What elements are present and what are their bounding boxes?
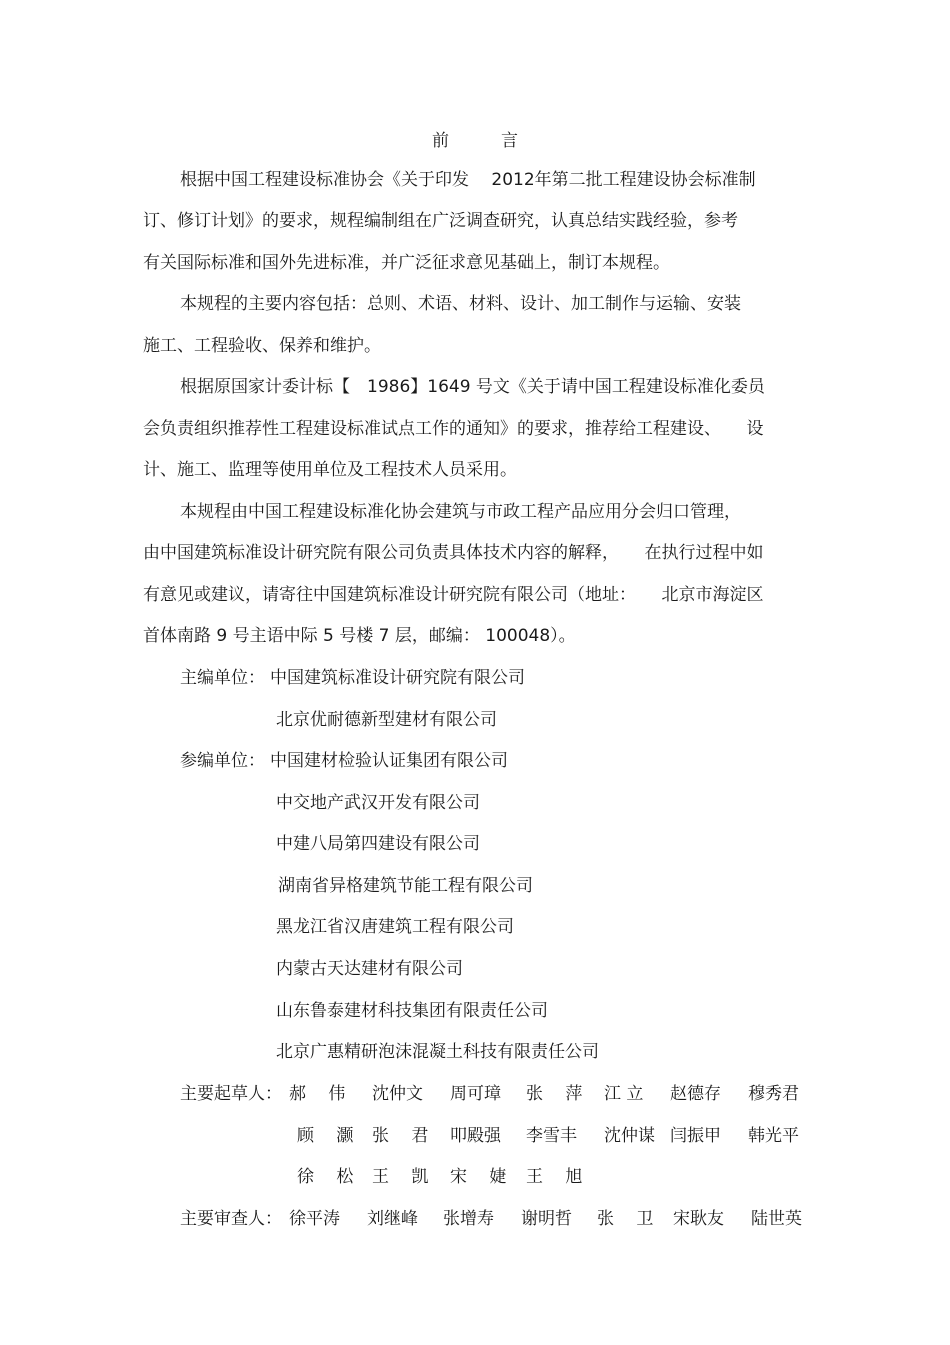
reviewer-name: 张增寿: [443, 1209, 494, 1229]
drafter-name: 江 立: [604, 1084, 644, 1104]
reviewer-name: 宋耿友: [673, 1209, 724, 1229]
drafter-name: 张 君: [372, 1126, 429, 1146]
drafter-name: 郝 伟: [289, 1084, 346, 1104]
paragraph-2-line-2: 施工、工程验收、保养和维护。: [143, 336, 381, 356]
participating-unit-3: 中建八局第四建设有限公司: [276, 834, 480, 854]
reviewer-name: 陆世英: [751, 1209, 802, 1229]
title-char-1: 前: [432, 131, 449, 151]
paragraph-4-line-2: 由中国建筑标准设计研究院有限公司负责具体技术内容的解释， 在执行过程中如: [143, 543, 764, 563]
chief-unit-2: 北京优耐德新型建材有限公司: [276, 710, 497, 730]
drafter-name: 宋 婕: [450, 1167, 507, 1187]
paragraph-2-line-1: 本规程的主要内容包括：总则、术语、材料、设计、加工制作与运输、安装: [180, 294, 741, 314]
drafter-name: 李雪丰: [526, 1126, 577, 1146]
paragraph-1-line-1: 根据中国工程建设标准协会《关于印发 2012年第二批工程建设协会标准制: [180, 170, 756, 190]
drafter-name: 王 凯: [372, 1167, 429, 1187]
paragraph-3-line-1: 根据原国家计委计标【 1986】1649 号文《关于请中国工程建设标准化委员: [180, 377, 765, 397]
participating-unit-2: 中交地产武汉开发有限公司: [276, 793, 480, 813]
participating-units-label: 参编单位：: [180, 751, 265, 771]
title-char-2: 言: [501, 131, 518, 151]
drafter-name: 徐 松: [297, 1167, 354, 1187]
drafter-name: 周可璋: [450, 1084, 501, 1104]
drafter-name: 穆秀君: [748, 1084, 799, 1104]
drafters-label: 主要起草人：: [180, 1084, 282, 1104]
reviewer-name: 徐平涛: [289, 1209, 340, 1229]
reviewer-name: 刘继峰: [367, 1209, 418, 1229]
chief-units-label: 主编单位：: [180, 668, 265, 688]
reviewer-name: 张 卫: [597, 1209, 654, 1229]
drafter-name: 叩殿强: [450, 1126, 501, 1146]
participating-unit-8: 北京广惠精研泡沫混凝土科技有限责任公司: [276, 1042, 599, 1062]
drafter-name: 沈仲文: [372, 1084, 423, 1104]
page-title: [0, 126, 950, 151]
reviewers-label: 主要审查人：: [180, 1209, 282, 1229]
drafter-name: 沈仲谋: [604, 1126, 655, 1146]
drafter-name: 韩光平: [748, 1126, 799, 1146]
participating-unit-6: 内蒙古天达建材有限公司: [276, 959, 463, 979]
paragraph-1-line-2: 订、修订计划》的要求，规程编制组在广泛调查研究，认真总结实践经验，参考: [143, 211, 738, 231]
participating-unit-4: 湖南省异格建筑节能工程有限公司: [278, 876, 533, 896]
drafter-name: 王 旭: [526, 1167, 583, 1187]
drafter-name: 顾 灏: [297, 1126, 354, 1146]
paragraph-4-line-1: 本规程由中国工程建设标准化协会建筑与市政工程产品应用分会归口管理，: [180, 502, 741, 522]
paragraph-4-line-4: 首体南路 9 号主语中际 5 号楼 7 层，邮编： 100048）。: [143, 626, 576, 646]
paragraph-4-line-3: 有意见或建议，请寄往中国建筑标准设计研究院有限公司（地址： 北京市海淀区: [143, 585, 764, 605]
drafter-name: 张 萍: [526, 1084, 583, 1104]
paragraph-1-line-3: 有关国际标准和国外先进标准，并广泛征求意见基础上，制订本规程。: [143, 253, 670, 273]
participating-unit-5: 黑龙江省汉唐建筑工程有限公司: [276, 917, 514, 937]
paragraph-3-line-3: 计、施工、监理等使用单位及工程技术人员采用。: [143, 460, 517, 480]
drafter-name: 赵德存: [670, 1084, 721, 1104]
reviewer-name: 谢明哲: [521, 1209, 572, 1229]
drafter-name: 闫振甲: [670, 1126, 721, 1146]
paragraph-3-line-2: 会负责组织推荐性工程建设标准试点工作的通知》的要求，推荐给工程建设、 设: [143, 419, 764, 439]
participating-unit-1: 中国建材检验认证集团有限公司: [270, 751, 508, 771]
participating-unit-7: 山东鲁泰建材科技集团有限责任公司: [276, 1001, 548, 1021]
chief-unit-1: 中国建筑标准设计研究院有限公司: [270, 668, 525, 688]
